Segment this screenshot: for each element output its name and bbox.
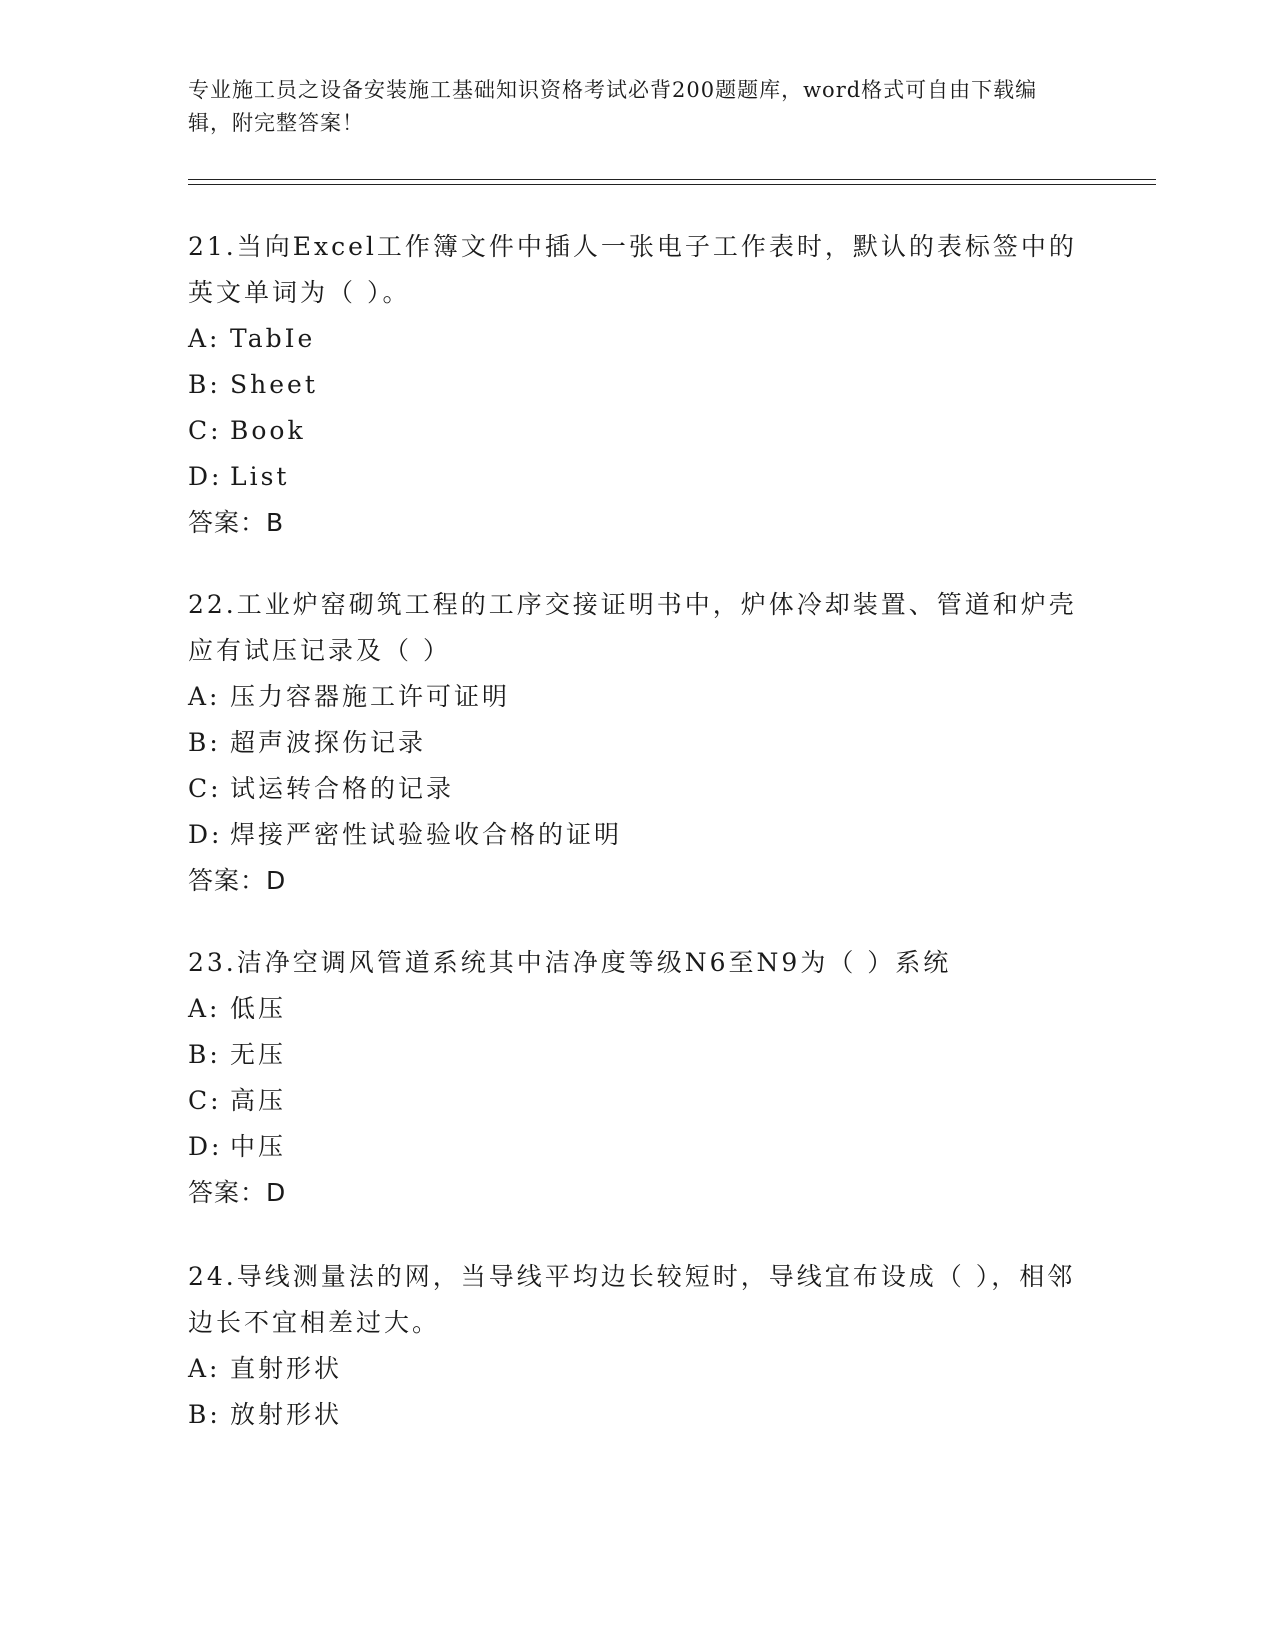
option-text: 低压	[230, 994, 287, 1023]
option-text: Book	[230, 416, 306, 445]
option-letter: D:	[188, 820, 223, 849]
option-d	[188, 454, 1088, 500]
option-letter: B:	[188, 1040, 221, 1069]
option-letter: C:	[188, 1086, 222, 1115]
option-text: List	[230, 462, 290, 491]
option-c	[188, 408, 1088, 454]
option-b	[188, 1032, 1088, 1078]
option-b	[188, 1392, 1088, 1438]
option-b	[188, 720, 1088, 766]
option-text: 焊接严密性试验验收合格的证明	[230, 820, 623, 849]
option-a	[188, 316, 1088, 362]
option-text: 直射形状	[230, 1354, 343, 1383]
question-stem: 21.当向Excel工作簿文件中插人一张电子工作表时，默认的表标签中的英文单词为（ ）。	[188, 232, 1077, 307]
option-a	[188, 1346, 1088, 1392]
question-stem: 24.导线测量法的网，当导线平均边长较短时，导线宜布设成（ ），相邻边长不宜相差过大。	[188, 1262, 1076, 1337]
option-letter: A:	[188, 1354, 221, 1383]
option-text: 压力容器施工许可证明	[230, 682, 511, 711]
option-text: 试运转合格的记录	[230, 774, 455, 803]
option-letter: A:	[188, 324, 221, 353]
option-letter: C:	[188, 774, 222, 803]
question-stem: 23.洁净空调风管道系统其中洁净度等级N6至N9为（ ）系统	[188, 948, 952, 977]
option-a	[188, 674, 1088, 720]
question-stem: 22.工业炉窑砌筑工程的工序交接证明书中，炉体冷却装置、管道和炉壳应有试压记录及（ ）	[188, 590, 1077, 665]
document-header: 专业施工员之设备安装施工基础知识资格考试必背200题题库，word格式可自由下载编辑，附完整答案！	[188, 78, 1038, 135]
question-23	[188, 940, 1088, 1216]
option-text: 超声波探伤记录	[230, 728, 427, 757]
header-divider-top	[188, 179, 1156, 180]
option-text: 放射形状	[230, 1400, 343, 1429]
option-letter: A:	[188, 682, 221, 711]
option-text: 中压	[230, 1132, 287, 1161]
option-letter: D:	[188, 462, 223, 491]
question-24	[188, 1254, 1088, 1438]
option-letter: D:	[188, 1132, 223, 1161]
header-divider-bottom	[188, 184, 1156, 185]
option-d	[188, 1124, 1088, 1170]
option-c	[188, 766, 1088, 812]
question-21	[188, 224, 1088, 546]
answer-label: 答案：B	[188, 508, 285, 537]
option-letter: A:	[188, 994, 221, 1023]
option-text: Sheet	[230, 370, 318, 399]
option-text: 高压	[230, 1086, 287, 1115]
option-text: TabIe	[230, 324, 316, 353]
option-letter: C:	[188, 416, 222, 445]
option-d	[188, 812, 1088, 858]
question-22	[188, 582, 1088, 904]
option-b	[188, 362, 1088, 408]
option-a	[188, 986, 1088, 1032]
option-letter: B:	[188, 370, 221, 399]
answer-label: 答案：D	[188, 1178, 287, 1207]
answer-label: 答案：D	[188, 866, 287, 895]
option-letter: B:	[188, 1400, 221, 1429]
option-text: 无压	[230, 1040, 287, 1069]
option-c	[188, 1078, 1088, 1124]
option-letter: B:	[188, 728, 221, 757]
